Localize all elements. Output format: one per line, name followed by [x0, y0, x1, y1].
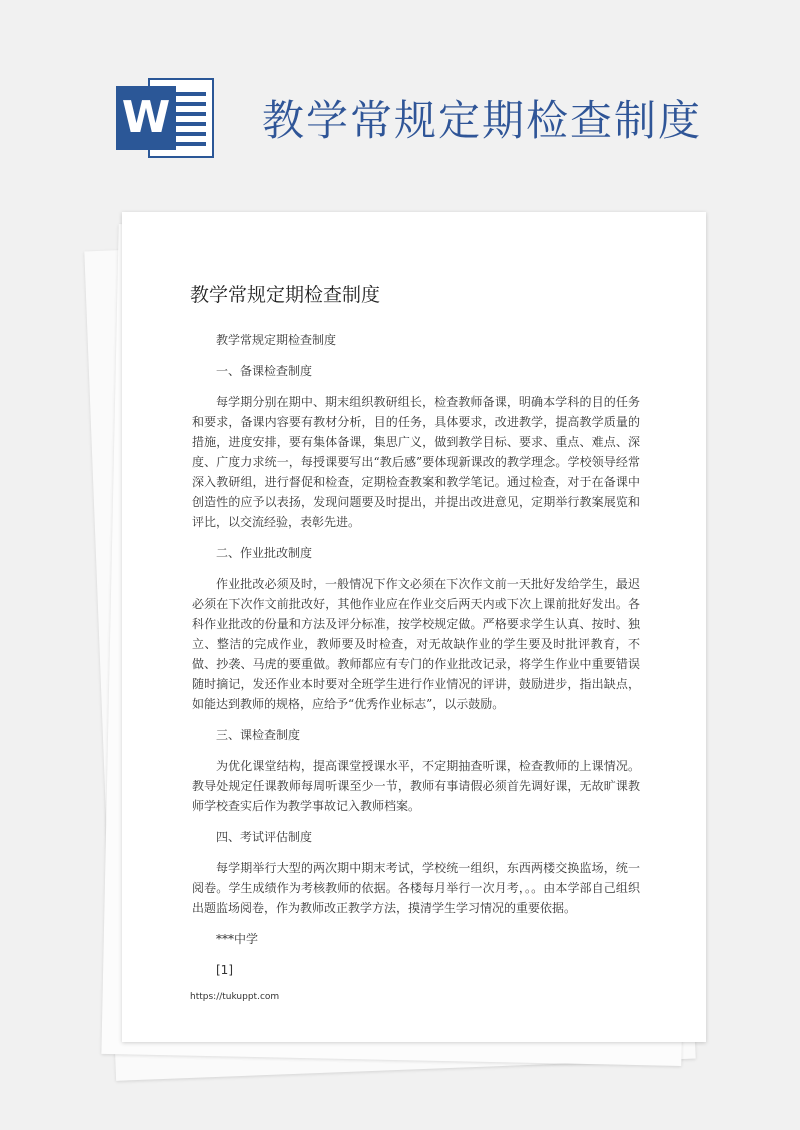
section-heading: 三、课检查制度 [216, 728, 301, 742]
document-page [122, 212, 706, 1042]
section-paragraph: 作业批改必须及时，一般情况下作文必须在下次作文前一天批好发给学生，最迟必须在下次作文前批改好，其他作业应在作业交后两天内或下次上课前批好发出。各科作业批改的份量和方法及评分标准，按学校规定做。严格要求学生认真、按时、独立、整洁的完成作业，教师要及时检查，对无故缺作业的学生要及时批评教育，不做、抄袭、马虎的要重做。教师都应有专门的作业批改记录，将学生作业中重要错误随时摘记，发还作业本时要对全班学生进行作业情况的评讲，鼓励进步，指出缺点，如能达到教师的规格，应给予“优秀作业标志”，以示鼓励。 [192, 577, 640, 711]
page-header [0, 0, 800, 200]
document-title: 教学常规定期检查制度 [190, 284, 381, 306]
page-title: 教学常规定期检查制度 [262, 96, 703, 145]
reference-marker: [1] [216, 963, 233, 977]
document-subtitle: 教学常规定期检查制度 [216, 333, 337, 347]
word-document-icon [116, 78, 214, 158]
section-heading: 四、考试评估制度 [216, 830, 313, 844]
document-body [192, 330, 640, 980]
word-letter-badge: W [116, 86, 176, 150]
source-url: https://tukuppt.com [190, 992, 280, 1002]
section-paragraph: 为优化课堂结构，提高课堂授课水平，不定期抽查听课，检查教师的上课情况。教导处规定任课教师每周听课至少一节，教师有事请假必须首先调好课，无故旷课教师学校查实后作为教学事故记入教师档案。 [192, 759, 640, 813]
section-heading: 二、作业批改制度 [216, 546, 313, 560]
section-paragraph: 每学期分别在期中、期末组织教研组长，检查教师备课，明确本学科的目的任务和要求，备课内容要有教材分析，目的任务，具体要求，改进教学，提高教学质量的措施，进度安排，要有集体备课，集思广义，做到教学目标、要求、重点、难点、深度、广度力求统一，每授课要写出“教后感”要体现新课改的教学理念。学校领导经常深入教研组，进行督促和检查，定期检查教案和教学笔记。通过检查，对于在备课中创造性的应予以表扬，发现问题要及时提出，并提出改进意见，定期举行教案展览和评比，以交流经验，表彰先进。 [192, 395, 640, 529]
section-heading: 一、备课检查制度 [216, 364, 313, 378]
section-paragraph: 每学期举行大型的两次期中期末考试，学校统一组织，东西两楼交换监场，统一阅卷。学生成绩作为考核教师的依据。各楼每月举行一次月考，。。由本学部自己组织出题监场阅卷，作为教师改正教学方法，摸清学生学习情况的重要依据。 [192, 861, 640, 915]
signature: ***中学 [216, 932, 259, 946]
